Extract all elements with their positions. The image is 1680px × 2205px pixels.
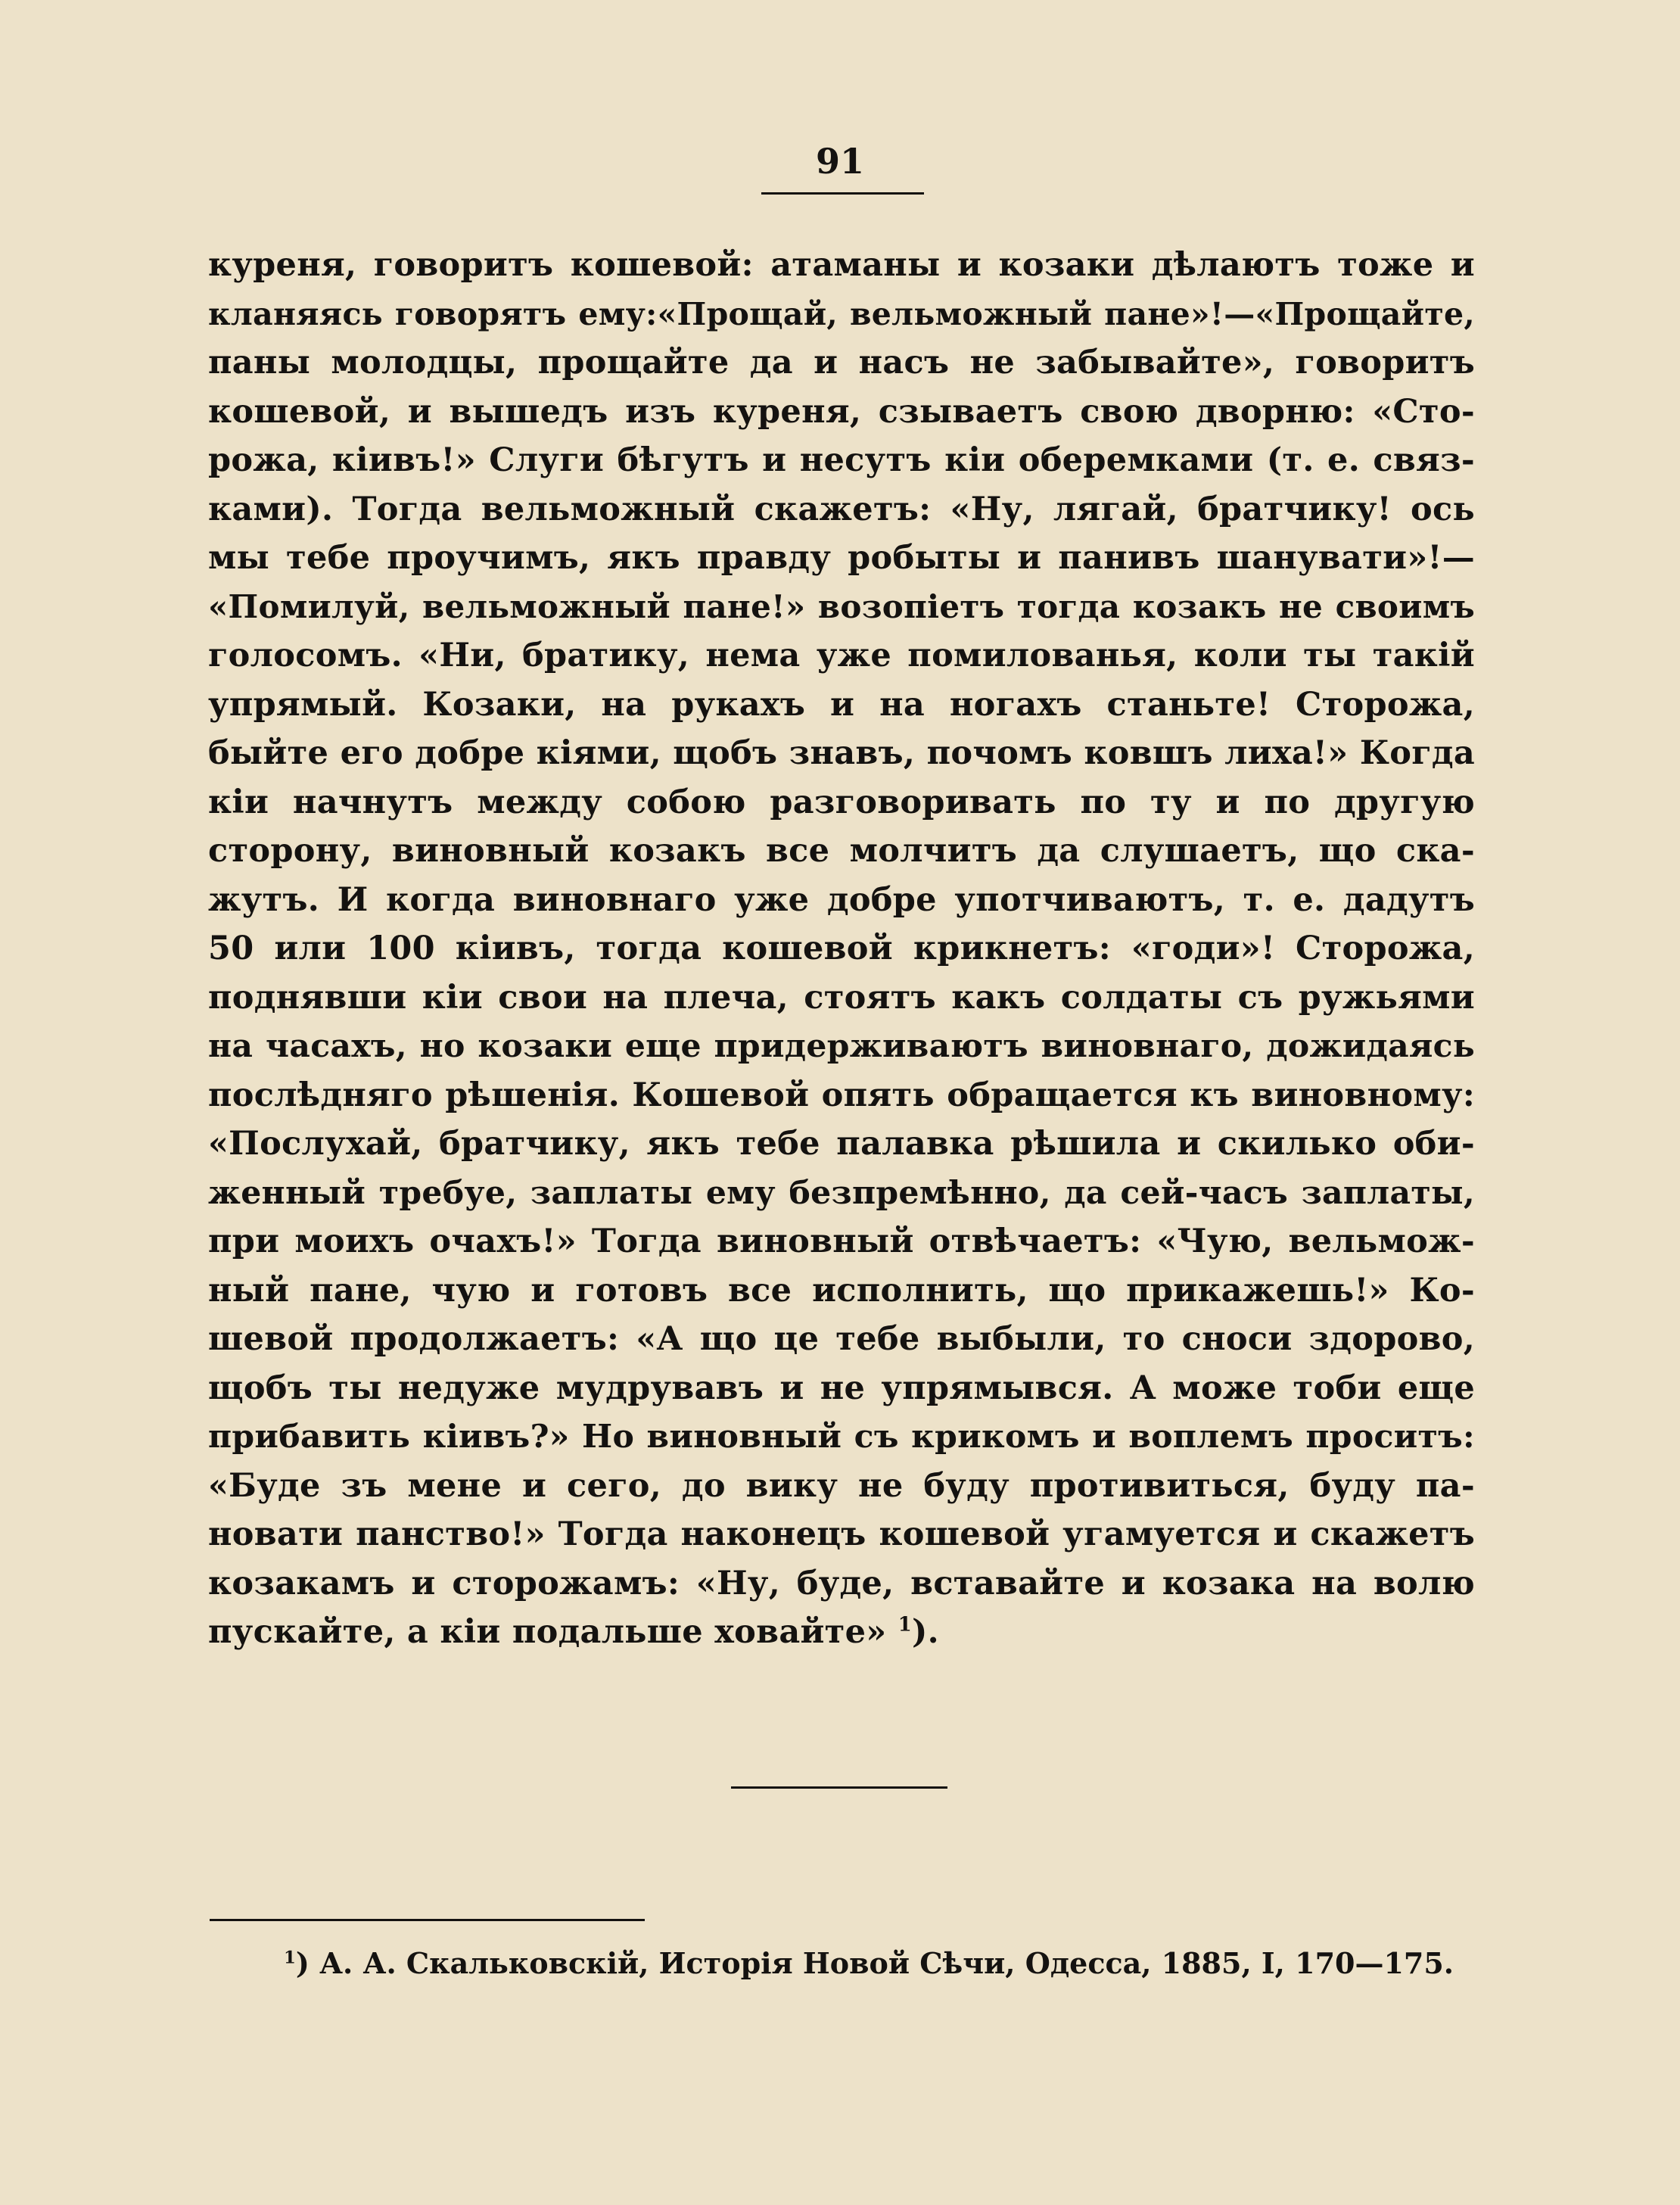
text-line: куреня, говоритъ кошевой: атаманы и козаки дѣлаютъ тоже и (208, 246, 1475, 284)
footnote-reference: 1 (898, 1613, 912, 1637)
text-line: на часахъ, но козаки еще придерживаютъ виновнаго, дожидаясь (208, 1027, 1475, 1065)
text-line: ный пане, чую и готовъ все исполнить, що прикажешь!» Ко- (208, 1271, 1475, 1310)
text-line: быйте его добре кiями, щобъ знавъ, почомъ ковшъ лиха!» Когда (208, 734, 1475, 772)
text-line: прибавить кiивъ?» Но виновный съ крикомъ и воплемъ проситъ: (208, 1418, 1475, 1456)
text-line-last-content: пускайте, а кiи подальше ховайте» (208, 1613, 887, 1651)
text-line: поднявши кiи свои на плеча, стоятъ какъ солдаты съ ружьями (208, 978, 1475, 1017)
text-line: послѣдняго рѣшенiя. Кошевой опять обращается къ виновному: (208, 1076, 1475, 1114)
text-line: рожа, кiивъ!» Слуги бѣгутъ и несутъ кiи оберемками (т. е. связ- (208, 441, 1475, 479)
text-line: женный требуе, заплаты ему безпремѣнно, да сей-часъ заплаты, (208, 1173, 1475, 1212)
text-line: упрямый. Козаки, на рукахъ и на ногахъ станьте! Сторожа, (208, 685, 1475, 724)
text-line: голосомъ. «Ни, братику, нема уже помилованья, коли ты такiй (208, 637, 1475, 674)
text-line: «Буде зъ мене и сего, до вику не буду противиться, буду па- (208, 1466, 1475, 1505)
footnote-mark: 1 (284, 1948, 296, 1968)
footnote-text: ) А. А. Скальковскiй, Исторiя Новой Сѣчи, Одесса, 1885, I, 170—175. (295, 1946, 1454, 1980)
section-end-rule (731, 1786, 947, 1789)
text-line: кiи начнутъ между собою разговоривать по ту и по другую (208, 783, 1475, 821)
text-line: козакамъ и сторожамъ: «Ну, буде, вставайте и козака на волю (208, 1564, 1475, 1602)
text-line: при моихъ очахъ!» Тогда виновный отвѣчаетъ: «Чую, вельмож- (208, 1222, 1475, 1260)
text-line-last-tail: ). (912, 1613, 939, 1651)
text-line: щобъ ты недуже мудрувавъ и не упрямывся. А може тоби еще (208, 1369, 1475, 1407)
text-line: мы тебе проучимъ, якъ правду робыты и панивъ шанувати»!— (208, 539, 1475, 577)
text-line: сторону, виновный козакъ все молчитъ да слушаетъ, що ска- (208, 832, 1475, 870)
page-number-rule (761, 192, 924, 195)
text-line: «Послухай, братчику, якъ тебе палавка рѣшила и скилько оби- (208, 1125, 1475, 1163)
text-line: паны молодцы, прощайте да и насъ не забывайте», говоритъ (208, 344, 1475, 382)
footnote (284, 1944, 1476, 1983)
text-line: «Помилуй, вельможный пане!» возопiетъ тогда козакъ не своимъ (208, 587, 1475, 625)
text-line: новати панство!» Тогда наконецъ кошевой угамуется и скажетъ (208, 1515, 1475, 1553)
page-number: 91 (815, 141, 864, 182)
text-line: жутъ. И когда виновнаго уже добре употчиваютъ, т. е. дадутъ (208, 880, 1475, 919)
text-line: кошевой, и вышедъ изъ куреня, сзываетъ свою дворню: «Сто- (208, 392, 1475, 431)
text-line: шевой продолжаетъ: «А що це тебе выбыли, то сноси здорово, (208, 1320, 1475, 1358)
text-line: кланяясь говорятъ ему:«Прощай, вельможный пане»!—«Прощайте, (208, 295, 1475, 332)
text-line: 50 или 100 кiивъ, тогда кошевой крикнетъ: «годи»! Сторожа, (208, 930, 1475, 967)
text-line: ками). Тогда вельможный скажетъ: «Ну, лягай, братчику! ось (208, 490, 1475, 528)
body-text (208, 241, 1475, 1657)
footnote-rule (210, 1919, 645, 1921)
text-line-last (208, 1608, 1475, 1657)
